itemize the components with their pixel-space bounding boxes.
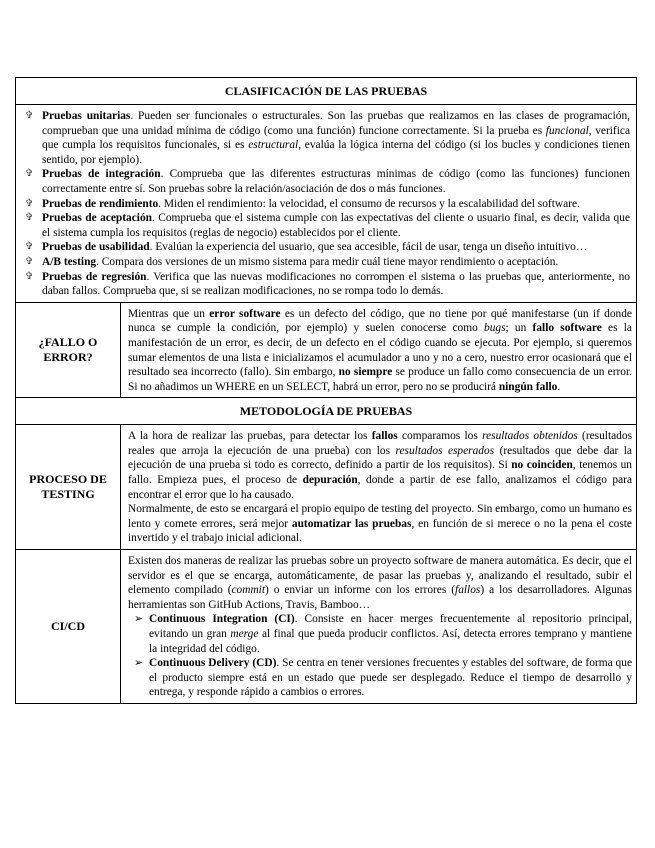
fallo-error-label: ¿FALLO O ERROR? — [16, 302, 121, 398]
classification-header: CLASIFICACIÓN DE LAS PRUEBAS — [16, 78, 637, 105]
test-bullet-icon: ✞ — [25, 255, 34, 267]
test-bullet-icon: ✞ — [25, 270, 34, 282]
classification-list-cell — [16, 105, 637, 303]
test-bullet-icon: ✞ — [25, 241, 34, 253]
list-item: ✞ Pruebas de integración. Comprueba que las diferentes estructuras mínimas de código (como las funciones) funcionen correctamente entre sí. Son pruebas sobre la relación/asociación de dos o más funciones. — [25, 168, 630, 195]
list-item: ✞ Pruebas de rendimiento. Miden el rendimiento: la velocidad, el consumo de recursos y la escalabilidad del software. — [25, 197, 580, 210]
test-types-list — [22, 109, 630, 299]
list-item: ✞ Pruebas de regresión. Verifica que las nuevas modificaciones no corrompen el sistema o las pruebas que, anteriormente, no daban fallos. Comprueba que, si se realizan modificaciones, no se rompa todo lo demás. — [25, 270, 631, 298]
test-bullet-icon: ✞ — [25, 110, 34, 121]
arrow-bullet-icon: ➢ — [134, 613, 144, 626]
proceso-testing-text: A la hora de realizar las pruebas, para detectar los fallos comparamos los resultados obtenidos (resultados reales que arroja la ejecución de una prueba) con los resultados esperados (resultados que debe dar la ejecución de una prueba si todo es correcto, definido a partir de los requisitos). Si no coinciden, tenemos un fallo. Empieza pues, el proceso de depuración, donde a partir de ese fallo, analizamos el código para encontrar el error que lo ha causado. Normalmente, de esto se encargará el propio equipo de testing del proyecto. Sin embargo, como un humano es lento y comete errores, será mejor automatizar las pruebas, en función de si merece o no la pena el coste invertido y el trabajo inicial adicional. — [121, 425, 637, 550]
cicd-label: CI/CD — [16, 550, 121, 704]
test-bullet-icon: ✞ — [25, 212, 34, 224]
cicd-text: Existen dos maneras de realizar las pruebas sobre un proyecto software de manera automática. Es decir, que el servidor es el que se encarga, automáticamente, de pasar las pruebas y, analizando el resultado, subir el elemento compilado (commit) o enviar un informe con los errores (fallos) a los desarrolladores. Algunas herramientas son GitHub Actions, Travis, Bamboo… ➢ Continuous Integration (CI). Consiste en hacer merges frecuentemente al repositorio principal, evitando un gran merge al final que pueda producir conflictos. Así, detecta errores temprano y mantiene la integridad del código. ➢ Continuous Delivery (CD). Se centra en tener versiones frecuentes y estables del software, de forma que el producto siempre está en un estado que puede ser desplegado. Reduce el tiempo de desarrollo y entrega, y responde rápido a cambios o errores. — [121, 550, 637, 704]
test-bullet-icon: ✞ — [25, 168, 34, 180]
list-item: ➢ Continuous Integration (CI). Consiste en hacer merges frecuentemente al repositorio principal, evitando un gran merge al final que pueda producir conflictos. Así, detecta errores temprano y mantiene la integridad del código. — [134, 613, 633, 655]
proceso-testing-label: PROCESO DE TESTING — [16, 425, 121, 550]
arrow-bullet-icon: ➢ — [134, 657, 144, 670]
list-item: ✞ Pruebas de aceptación. Comprueba que el sistema cumple con las expectativas del cliente o usuario final, es decir, valida que el sistema cumpla los requisitos (reglas de negocio) establecidos por el cliente. — [25, 212, 630, 239]
list-item: ✞ Pruebas de usabilidad. Evalúan la experiencia del usuario, que sea accesible, fácil de usar, tenga un diseño intuitivo… — [25, 241, 588, 254]
test-bullet-icon: ✞ — [25, 197, 34, 209]
cicd-list — [128, 612, 632, 700]
list-item: ➢ Continuous Delivery (CD). Se centra en tener versiones frecuentes y estables del software, de forma que el producto siempre está en un estado que puede ser desplegado. Reduce el tiempo de desarrollo y entrega, y responde rápido a cambios o errores. — [134, 657, 632, 699]
list-item: ✞ A/B testing. Compara dos versiones de un mismo sistema para medir cuál tiene mayor rendimiento o aceptación. — [25, 255, 559, 268]
fallo-error-text: Mientras que un error software es un defecto del código, que no tiene por qué manifestarse (un if donde nunca se cumple la condición, por ejemplo) y suelen conocerse como bugs; un fallo software es la manifestación de un error, es decir, de un defecto en el código cuando se ejecuta. Por ejemplo, si queremos sumar elementos de una lista e inicializamos el acumulador a uno y no a cero, nuestro error ocasionará que el resultado sea incorrecto (fallo). Sin embargo, no siempre se produce un fallo como consecuencia de un error. Si no añadimos un WHERE en un SELECT, habrá un error, pero no se producirá ningún fallo. — [121, 302, 637, 398]
testing-summary-table — [15, 77, 637, 704]
methodology-header: METODOLOGÍA DE PRUEBAS — [16, 398, 637, 425]
list-item: ✞ Pruebas unitarias. Pueden ser funcionales o estructurales. Son las pruebas que realizamos en las clases de programación, comprueban que una unidad mínima de código (como una función) funcione correctamente. Si la prueba es funcional, verifica que cumpla los requisitos funcionales, si es estructural, evalúa la lógica interna del código (si los bucles y condiciones tienen sentido, por ejemplo). — [25, 110, 630, 166]
